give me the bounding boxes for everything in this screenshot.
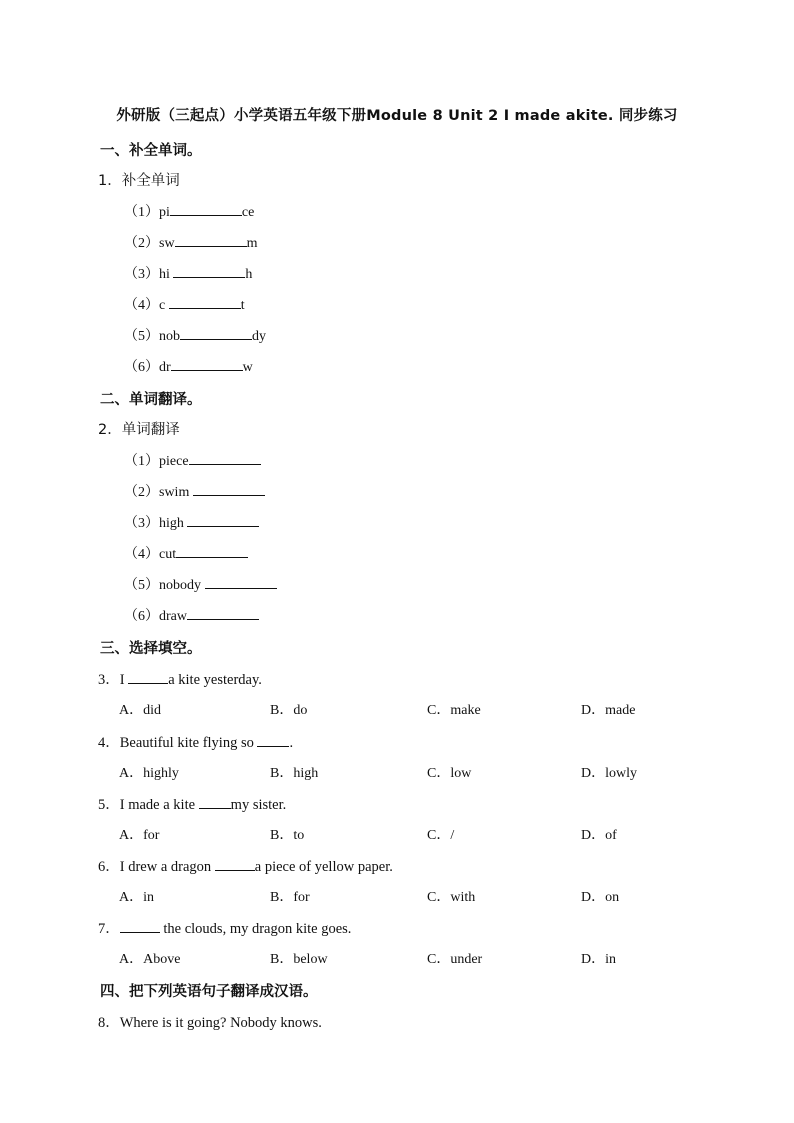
question-text-end: the clouds, my dragon kite goes. [159,921,352,937]
choice-question [98,731,293,752]
choice-question [98,917,351,938]
answer-blank[interactable] [199,796,231,809]
answer-blank[interactable] [215,858,255,871]
answer-option[interactable]: C．under [427,952,483,967]
question-text-end: a kite yesterday. [168,672,262,688]
item-number: （3） [124,267,159,282]
answer-blank[interactable] [175,234,247,247]
word-prefix: hi [159,267,174,282]
answer-option[interactable]: A．did [119,703,161,718]
answer-option[interactable]: B．for [270,890,310,905]
english-word: high [159,516,188,531]
answer-option[interactable]: D．made [581,703,636,718]
section-heading-1: 一、补全单词。 [100,143,202,159]
section-heading-3: 三、选择填空。 [100,641,202,657]
fill-word-item [124,356,253,376]
item-number: （4） [124,298,159,313]
english-word: draw [159,609,187,624]
answer-blank[interactable] [189,452,261,465]
choice-question [98,793,286,814]
translate-word-item [124,605,259,625]
answer-blank[interactable] [170,203,242,216]
question-1-head: 1．补全单词 [98,173,180,189]
english-word: piece [159,454,189,469]
question-text-start: Beautiful kite flying so [119,735,258,751]
word-suffix: w [242,360,253,375]
item-number: （5） [124,329,159,344]
answer-option[interactable]: A．highly [119,766,179,781]
answer-option[interactable]: D．lowly [581,766,637,781]
english-word: nobody [159,578,205,593]
answer-blank[interactable] [171,358,243,371]
english-word: swim [159,485,193,500]
fill-word-item [124,201,254,221]
item-number: （3） [124,516,159,531]
section-heading-4: 四、把下列英语句子翻译成汉语。 [100,984,318,1000]
word-suffix: dy [252,329,266,344]
item-number: （1） [124,205,159,220]
fill-word-item [124,294,245,314]
section-heading-2: 二、单词翻译。 [100,392,202,408]
answer-option[interactable]: C．with [427,890,476,905]
answer-option[interactable]: D．in [581,952,616,967]
word-prefix: c [159,298,169,313]
question-number: 6． [98,859,120,875]
page-title: 外研版（三起点）小学英语五年级下册Module 8 Unit 2 I made akite. 同步练习 [116,108,678,124]
question-text-end: . [289,735,294,751]
choice-question [98,668,262,689]
item-number: （5） [124,578,159,593]
answer-option[interactable]: B．high [270,766,319,781]
word-prefix: dr [159,360,171,375]
fill-word-item [124,232,257,252]
translate-word-item [124,450,261,470]
fill-word-item [124,263,252,283]
item-number: （6） [124,609,159,624]
answer-blank[interactable] [205,576,277,589]
question-8-text: 8．Where is it going? Nobody knows. [98,1015,322,1031]
fill-word-item [124,325,266,345]
answer-option[interactable]: B．do [270,703,308,718]
word-suffix: h [245,267,253,282]
answer-option[interactable]: C．/ [427,828,455,843]
answer-blank[interactable] [193,483,265,496]
question-number: 4． [98,735,120,751]
answer-option[interactable]: B．to [270,828,305,843]
answer-option[interactable]: A．in [119,890,154,905]
word-suffix: t [240,298,245,313]
answer-blank[interactable] [169,296,241,309]
answer-option[interactable]: C．make [427,703,481,718]
answer-blank[interactable] [187,607,259,620]
answer-blank[interactable] [173,265,245,278]
item-number: （6） [124,360,159,375]
translate-word-item [124,574,277,594]
question-2-head: 2．单词翻译 [98,422,180,438]
item-number: （1） [124,454,159,469]
question-text-end: my sister. [230,797,287,813]
item-number: （4） [124,547,159,562]
answer-option[interactable]: A．Above [119,952,181,967]
answer-option[interactable]: D．of [581,828,617,843]
word-suffix: ce [241,205,255,220]
word-prefix: nob [159,329,180,344]
question-text-start: I [119,672,129,688]
choice-question [98,855,393,876]
answer-blank[interactable] [180,327,252,340]
question-number: 3． [98,672,120,688]
answer-option[interactable]: B．below [270,952,328,967]
answer-blank[interactable] [187,514,259,527]
translate-word-item [124,543,248,563]
answer-option[interactable]: C．low [427,766,472,781]
word-suffix: m [246,236,258,251]
question-text-start: I made a kite [119,797,199,813]
answer-blank[interactable] [176,545,248,558]
answer-option[interactable]: A．for [119,828,160,843]
answer-blank[interactable] [128,671,168,684]
answer-option[interactable]: D．on [581,890,620,905]
word-prefix: sw [159,236,175,251]
question-text-start: I drew a dragon [119,859,215,875]
item-number: （2） [124,485,159,500]
word-prefix: pi [159,205,170,220]
english-word: cut [159,547,177,562]
translate-word-item [124,512,259,532]
answer-blank[interactable] [257,734,289,747]
item-number: （2） [124,236,159,251]
question-number: 5． [98,797,120,813]
question-text-end: a piece of yellow paper. [254,859,393,875]
question-number: 7． [98,921,120,937]
answer-blank[interactable] [120,920,160,933]
translate-word-item [124,481,265,501]
